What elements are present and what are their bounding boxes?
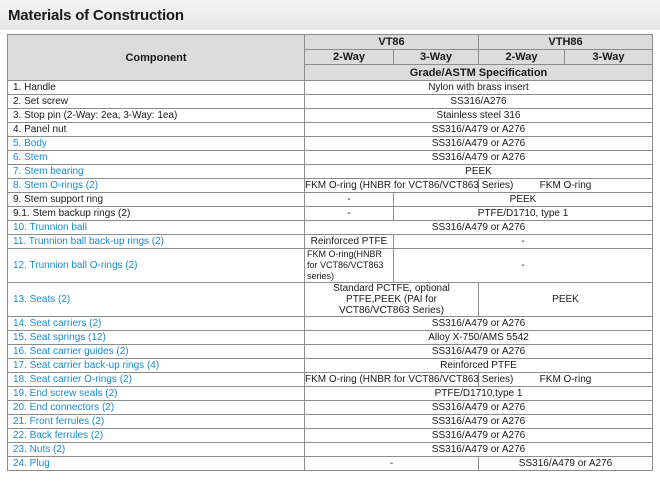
table-row (8, 109, 653, 123)
vt86-2way-spec-cell: Reinforced PTFE (305, 235, 394, 249)
spec-cell: SS316/A479 or A276 (305, 429, 653, 443)
component-cell: 11. Trunnion ball back-up rings (2) (8, 235, 305, 249)
vt86-spec-cell: FKM O-ring (HNBR for VCT86/VCT863 Series) (305, 373, 514, 385)
page-title: Materials of Construction (8, 7, 184, 24)
table-row (8, 283, 653, 317)
spec-cell: - (394, 249, 653, 283)
component-cell: 19. End screw seals (2) (8, 387, 305, 401)
spec-cell: PEEK (394, 193, 653, 207)
spec-cell: SS316/A479 or A276 (305, 221, 653, 235)
component-cell: 23. Nuts (2) (8, 443, 305, 457)
component-cell: 7. Stem bearing (8, 165, 305, 179)
table-row (8, 331, 653, 345)
spec-cell: Reinforced PTFE (305, 359, 653, 373)
vth86-3way-header: 3-Way (565, 50, 653, 65)
table-row (8, 123, 653, 137)
table-row (8, 137, 653, 151)
component-cell: 9.1. Stem backup rings (2) (8, 207, 305, 221)
table-row (8, 359, 653, 373)
spec-cell: SS316/A479 or A276 (305, 123, 653, 137)
vt86-2way-spec-cell: - (305, 207, 394, 221)
component-cell: 13. Seats (2) (8, 283, 305, 317)
table-row (8, 387, 653, 401)
spec-cell: SS316/A479 or A276 (305, 443, 653, 457)
spec-cell: PTFE/D1710,type 1 (305, 387, 653, 401)
spec-cell: SS316/A276 (305, 95, 653, 109)
vth86-spec-cell: FKM O-ring (479, 179, 653, 193)
vth86-header: VTH86 (479, 35, 653, 50)
component-cell: 3. Stop pin (2-Way: 2ea, 3-Way: 1ea) (8, 109, 305, 123)
vt86-spec-cell: FKM O-ring (HNBR for VCT86/VCT863 Series) (305, 179, 514, 191)
vt86-2way-header: 2-Way (305, 50, 394, 65)
component-cell: 5. Body (8, 137, 305, 151)
table-row (8, 235, 653, 249)
table-row (8, 207, 653, 221)
component-cell: 16. Seat carrier guides (2) (8, 345, 305, 359)
spec-cell: SS316/A479 or A276 (305, 415, 653, 429)
table-row (8, 193, 653, 207)
spec-cell: SS316/A479 or A276 (305, 401, 653, 415)
vth86-spec-cell: SS316/A479 or A276 (479, 457, 653, 471)
vth86-spec-cell: PEEK (479, 283, 653, 317)
table-row (8, 345, 653, 359)
table-row (8, 221, 653, 235)
spec-cell: Stainless steel 316 (305, 109, 653, 123)
spec-cell: SS316/A479 or A276 (305, 151, 653, 165)
spec-cell: SS316/A479 or A276 (305, 317, 653, 331)
spec-cell: PEEK (305, 165, 653, 179)
table-row (8, 401, 653, 415)
component-cell: 10. Trunnion ball (8, 221, 305, 235)
table-row (8, 373, 653, 387)
component-cell: 24. Plug (8, 457, 305, 471)
spec-header: Grade/ASTM Specification (305, 65, 653, 81)
vt86-header: VT86 (305, 35, 479, 50)
table-row (8, 415, 653, 429)
component-cell: 14. Seat carriers (2) (8, 317, 305, 331)
component-cell: 9. Stem support ring (8, 193, 305, 207)
vth86-spec-cell: FKM O-ring (479, 373, 653, 387)
spec-cell: SS316/A479 or A276 (305, 345, 653, 359)
table-row (8, 81, 653, 95)
vth86-2way-header: 2-Way (479, 50, 565, 65)
component-cell: 22. Back ferrules (2) (8, 429, 305, 443)
component-cell: 1. Handle (8, 81, 305, 95)
component-header: Component (8, 35, 305, 81)
table-row (8, 457, 653, 471)
table-row (8, 151, 653, 165)
component-cell: 17. Seat carrier back-up rings (4) (8, 359, 305, 373)
vt86-2way-spec-cell: - (305, 193, 394, 207)
component-cell: 20. End connectors (2) (8, 401, 305, 415)
table-row (8, 95, 653, 109)
component-cell: 12. Trunnion ball O-rings (2) (8, 249, 305, 283)
spec-cell: Alloy X-750/AMS 5542 (305, 331, 653, 345)
spec-cell: - (394, 235, 653, 249)
vt86-3way-header: 3-Way (394, 50, 479, 65)
component-cell: 6. Stem (8, 151, 305, 165)
vt86-spec-cell: Standard PCTFE, optional PTFE,PEEK (PAI for VCT86/VCT863 Series) (305, 283, 479, 317)
component-cell: 2. Set screw (8, 95, 305, 109)
table-row (8, 429, 653, 443)
component-cell: 18. Seat carrier O-rings (2) (8, 373, 305, 387)
spec-cell: PTFE/D1710, type 1 (394, 207, 653, 221)
table-row (8, 317, 653, 331)
vt86-2way-spec-cell: FKM O-ring(HNBR for VCT86/VCT863 series) (305, 249, 394, 283)
component-cell: 15. Seat springs (12) (8, 331, 305, 345)
component-cell: 4. Panel nut (8, 123, 305, 137)
table-row (8, 179, 653, 193)
table-row (8, 443, 653, 457)
table-row (8, 249, 653, 283)
table-row (8, 165, 653, 179)
spec-cell: SS316/A479 or A276 (305, 137, 653, 151)
vt86-spec-cell: - (305, 457, 479, 471)
spec-cell: Nylon with brass insert (305, 81, 653, 95)
component-cell: 8. Stem O-rings (2) (8, 179, 305, 193)
materials-table (7, 34, 653, 471)
component-cell: 21. Front ferrules (2) (8, 415, 305, 429)
